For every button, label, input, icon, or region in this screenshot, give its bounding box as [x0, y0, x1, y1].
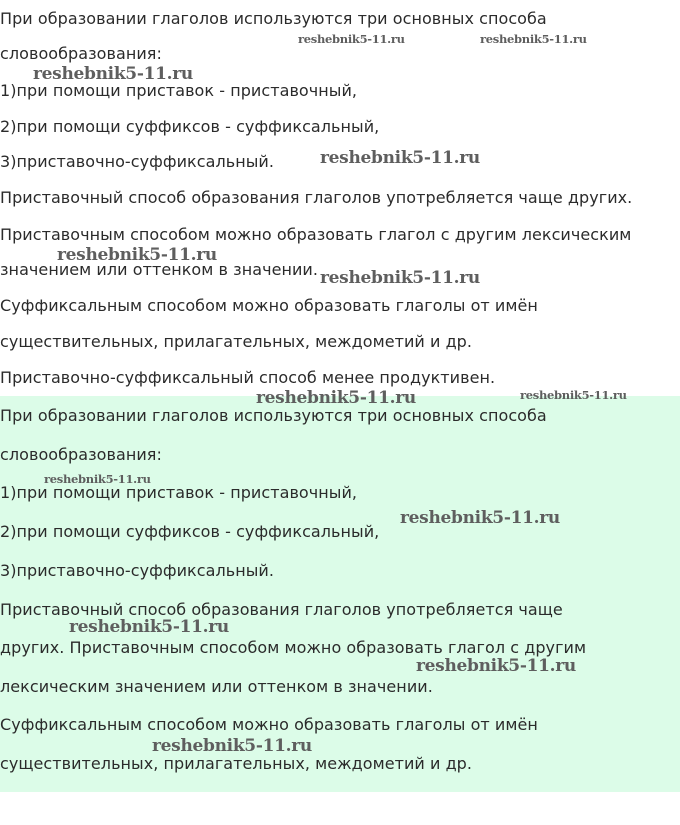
paragraph-line: словообразования: [0, 44, 162, 63]
paragraph-line: Приставочный способ образования глаголов употребляется чаще других. [0, 188, 633, 207]
paragraph-line: 1)при помощи приставок - приставочный, [0, 81, 358, 100]
text-block-1 [0, 0, 680, 396]
text-block-2 [0, 396, 680, 792]
watermark: reshebnik5-11.ru [520, 388, 627, 402]
paragraph-line: Приставочно-суффиксальный способ менее продуктивен. [0, 368, 496, 387]
paragraph-line: 1)при помощи приставок - приставочный, [0, 483, 358, 502]
paragraph-line: словообразования: [0, 445, 162, 464]
paragraph-line: При образовании глаголов используются три основных способа [0, 9, 547, 28]
paragraph-line: существительных, прилагательных, междометий и др. [0, 332, 473, 351]
paragraph-line: 3)приставочно-суффиксальный. [0, 561, 274, 580]
watermark: reshebnik5-11.ru [480, 32, 587, 46]
watermark: reshebnik5-11.ru [44, 472, 151, 486]
paragraph-line: лексическим значением или оттенком в значении. [0, 677, 433, 696]
paragraph-line: 2)при помощи суффиксов - суффиксальный, [0, 522, 380, 541]
paragraph-line: 2)при помощи суффиксов - суффиксальный, [0, 117, 380, 136]
watermark: reshebnik5-11.ru [400, 508, 560, 528]
watermark: reshebnik5-11.ru [33, 64, 193, 84]
watermark: reshebnik5-11.ru [69, 617, 229, 637]
watermark: reshebnik5-11.ru [256, 388, 416, 408]
watermark: reshebnik5-11.ru [320, 148, 480, 168]
paragraph-line: существительных, прилагательных, междометий и др. [0, 754, 473, 773]
watermark: reshebnik5-11.ru [298, 32, 405, 46]
watermark: reshebnik5-11.ru [57, 245, 217, 265]
paragraph-line: При образовании глаголов используются три основных способа [0, 406, 547, 425]
watermark: reshebnik5-11.ru [152, 736, 312, 756]
paragraph-line: значением или оттенком в значении. [0, 260, 319, 279]
paragraph-line: Суффиксальным способом можно образовать глаголы от имён [0, 296, 538, 315]
paragraph-line: 3)приставочно-суффиксальный. [0, 152, 274, 171]
watermark: reshebnik5-11.ru [320, 268, 480, 288]
paragraph-line: Суффиксальным способом можно образовать глаголы от имён [0, 715, 538, 734]
watermark: reshebnik5-11.ru [416, 656, 576, 676]
paragraph-line: Приставочным способом можно образовать глагол с другим лексическим [0, 225, 632, 244]
paragraph-line: других. Приставочным способом можно образовать глагол с другим [0, 638, 587, 657]
paragraph-line: Приставочный способ образования глаголов употребляется чаще [0, 600, 563, 619]
